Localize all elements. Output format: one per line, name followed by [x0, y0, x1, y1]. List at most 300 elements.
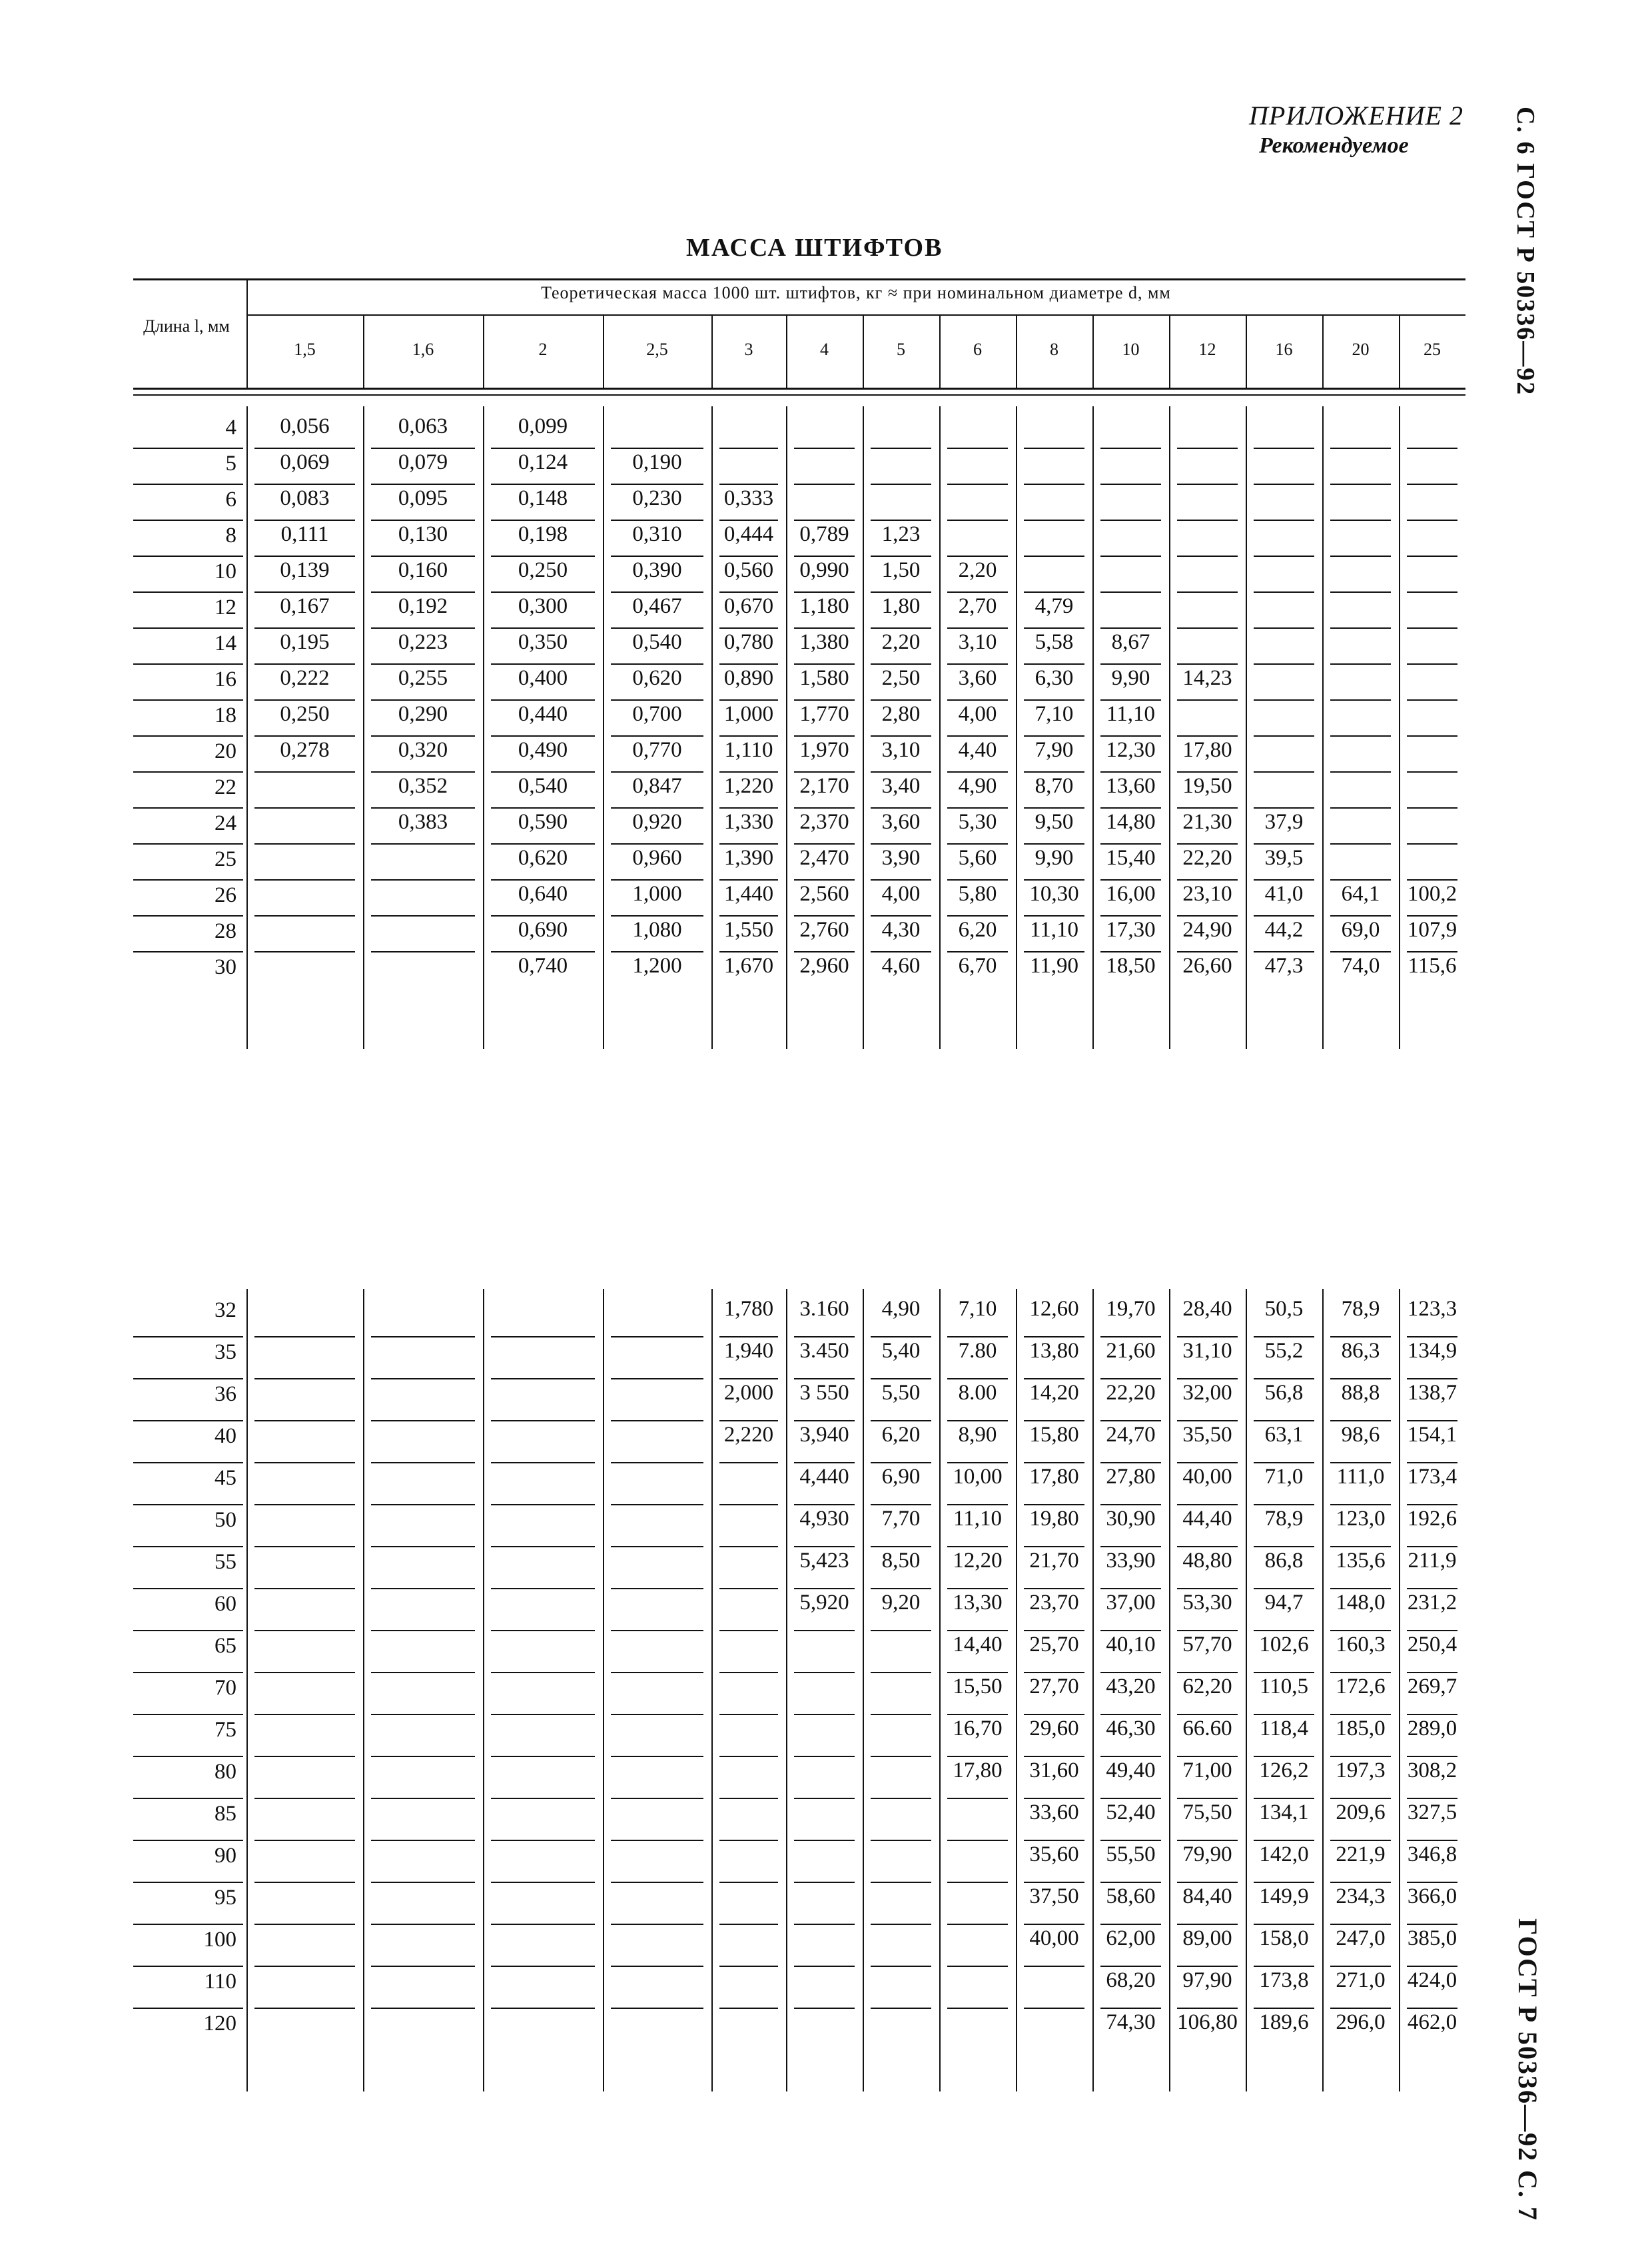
cell-rule	[1100, 1840, 1161, 1841]
cell-rule	[871, 1672, 931, 1673]
table-cell: 88,8	[1341, 1381, 1380, 1405]
cell-rule	[491, 879, 595, 881]
cell-rule	[611, 915, 703, 917]
cell-rule	[491, 843, 595, 845]
cell-rule	[1100, 1420, 1161, 1421]
cell-rule	[794, 1420, 855, 1421]
table-cell: 6,20	[958, 918, 997, 942]
cell-rule	[611, 735, 703, 737]
body-col-line	[1322, 406, 1324, 1049]
table-cell: 2,70	[958, 594, 997, 618]
row-length-rule	[133, 1546, 243, 1547]
table-cell: 0,440	[518, 702, 568, 726]
table-cell: 0,620	[632, 666, 682, 690]
table-cell: 0,670	[723, 594, 774, 618]
table-cell: 66.60	[1182, 1716, 1232, 1740]
table-cell: 296,0	[1336, 2010, 1386, 2034]
table-cell: 0,352	[398, 774, 448, 798]
table-cell: 71,0	[1264, 1465, 1304, 1489]
cell-rule	[1024, 951, 1084, 952]
cell-rule	[719, 1630, 778, 1631]
table-cell: 3,10	[881, 738, 921, 762]
table-cell: 98,6	[1341, 1423, 1380, 1447]
cell-rule	[1100, 1588, 1161, 1589]
table-cell: 2,20	[881, 630, 921, 654]
cell-rule	[1024, 1966, 1084, 1967]
diameter-header: 1,6	[412, 340, 434, 359]
cell-rule	[611, 1588, 703, 1589]
table-cell: 9,90	[1111, 666, 1150, 690]
table-cell: 0,540	[632, 630, 682, 654]
cell-rule	[1100, 627, 1161, 629]
cell-rule	[491, 520, 595, 521]
cell-rule	[491, 699, 595, 701]
cell-rule	[491, 1588, 595, 1589]
cell-rule	[947, 1840, 1008, 1841]
table-cell: 154,1	[1407, 1423, 1457, 1447]
cell-rule	[491, 2008, 595, 2009]
cell-rule	[254, 807, 355, 809]
cell-rule	[611, 843, 703, 845]
cell-rule	[1407, 699, 1457, 701]
cell-rule	[254, 1504, 355, 1505]
cell-rule	[1100, 951, 1161, 952]
table-cell: 62,20	[1182, 1675, 1232, 1699]
cell-rule	[371, 951, 475, 952]
table-cell: 1,940	[723, 1339, 774, 1363]
table-cell: 271,0	[1336, 1968, 1386, 1992]
cell-rule	[1177, 1630, 1238, 1631]
table-cell: 46,30	[1106, 1716, 1156, 1740]
cell-rule	[1330, 2008, 1391, 2009]
table-cell: 1,440	[723, 882, 774, 906]
cell-rule	[1177, 627, 1238, 629]
table-cell: 8.00	[958, 1381, 997, 1405]
cell-rule	[1407, 1966, 1457, 1967]
cell-rule	[871, 591, 931, 593]
row-length-rule	[133, 627, 243, 629]
table-cell: 2,960	[799, 954, 849, 978]
row-length-rule	[133, 1714, 243, 1715]
cell-rule	[1254, 879, 1314, 881]
table-cell: 14,20	[1029, 1381, 1079, 1405]
table-cell: 0,250	[280, 702, 330, 726]
cell-rule	[1177, 556, 1238, 557]
table-cell: 0,222	[280, 666, 330, 690]
cell-rule	[1024, 1378, 1084, 1379]
cell-rule	[371, 699, 475, 701]
table-cell: 15,50	[953, 1675, 1003, 1699]
cell-rule	[371, 2008, 475, 2009]
table-cell: 0,139	[280, 558, 330, 582]
table-cell: 0,195	[280, 630, 330, 654]
cell-rule	[719, 1336, 778, 1337]
row-length-rule	[133, 1966, 243, 1967]
cell-rule	[1177, 843, 1238, 845]
table-cell: 2,50	[881, 666, 921, 690]
row-length-rule	[133, 1504, 243, 1505]
table-cell: 74,0	[1341, 954, 1380, 978]
cell-rule	[1100, 735, 1161, 737]
row-length-rule	[133, 879, 243, 881]
cell-rule	[254, 951, 355, 952]
table-cell: 0,069	[280, 450, 330, 474]
table-cell: 4,40	[958, 738, 997, 762]
cell-rule	[719, 771, 778, 773]
cell-rule	[794, 1966, 855, 1967]
cell-rule	[254, 843, 355, 845]
cell-rule	[371, 843, 475, 845]
cell-rule	[1177, 1420, 1238, 1421]
table-cell: 1,180	[799, 594, 849, 618]
cell-rule	[871, 1588, 931, 1589]
table-cell: 7,90	[1034, 738, 1074, 762]
table-cell: 0,278	[280, 738, 330, 762]
table-cell: 2,20	[958, 558, 997, 582]
table-cell: 50,5	[1264, 1297, 1304, 1321]
table-cell: 118,4	[1259, 1716, 1309, 1740]
cell-rule	[611, 484, 703, 485]
row-length-rule	[133, 1882, 243, 1883]
cell-rule	[254, 1798, 355, 1799]
cell-rule	[1100, 448, 1161, 449]
cell-rule	[1177, 1504, 1238, 1505]
cell-rule	[611, 1630, 703, 1631]
cell-rule	[1330, 1504, 1391, 1505]
table-cell: 1,550	[723, 918, 774, 942]
table-cell: 25,70	[1029, 1633, 1079, 1657]
table-cell: 0,540	[518, 774, 568, 798]
table-cell: 346,8	[1407, 1842, 1457, 1866]
table-cell: 189,6	[1259, 2010, 1309, 2034]
cell-rule	[611, 2008, 703, 2009]
cell-rule	[1407, 627, 1457, 629]
cell-rule	[1254, 591, 1314, 593]
cell-rule	[1330, 1462, 1391, 1463]
cell-rule	[1254, 1924, 1314, 1925]
cell-rule	[719, 484, 778, 485]
body-col-line	[863, 406, 864, 1049]
cell-rule	[947, 1714, 1008, 1715]
cell-rule	[611, 1336, 703, 1337]
table-cell: 135,6	[1336, 1549, 1386, 1573]
cell-rule	[1024, 699, 1084, 701]
row-length: 10	[214, 560, 236, 583]
cell-rule	[611, 879, 703, 881]
cell-rule	[611, 1840, 703, 1841]
table-cell: 4,79	[1034, 594, 1074, 618]
cell-rule	[1100, 699, 1161, 701]
table-cell: 1,110	[724, 738, 773, 762]
cell-rule	[371, 807, 475, 809]
table-cell: 0,111	[280, 522, 329, 546]
cell-rule	[1254, 484, 1314, 485]
table-cell: 56,8	[1264, 1381, 1304, 1405]
cell-rule	[1024, 1420, 1084, 1421]
cell-rule	[1407, 1588, 1457, 1589]
table-cell: 138,7	[1407, 1381, 1457, 1405]
cell-rule	[1100, 484, 1161, 485]
table-cell: 5,920	[799, 1591, 849, 1615]
table-cell: 86,8	[1264, 1549, 1304, 1573]
cell-rule	[1254, 915, 1314, 917]
cell-rule	[1177, 1798, 1238, 1799]
table-cell: 5,30	[958, 810, 997, 834]
cell-rule	[1177, 1756, 1238, 1757]
table-cell: 0,383	[398, 810, 448, 834]
cell-rule	[871, 484, 931, 485]
cell-rule	[371, 1714, 475, 1715]
table-cell: 4,00	[958, 702, 997, 726]
cell-rule	[254, 771, 355, 773]
table-cell: 6,70	[958, 954, 997, 978]
cell-rule	[871, 879, 931, 881]
diameter-header: 10	[1122, 340, 1140, 359]
cell-rule	[1407, 663, 1457, 665]
cell-rule	[371, 1588, 475, 1589]
cell-rule	[254, 591, 355, 593]
table-cell: 0,099	[518, 414, 568, 438]
cell-rule	[1024, 2008, 1084, 2009]
cell-rule	[719, 1588, 778, 1589]
table-cell: 5,40	[881, 1339, 921, 1363]
cell-rule	[947, 771, 1008, 773]
cell-rule	[1407, 448, 1457, 449]
cell-rule	[871, 1378, 931, 1379]
table-cell: 29,60	[1029, 1716, 1079, 1740]
cell-rule	[1024, 591, 1084, 593]
row-length-rule	[133, 1462, 243, 1463]
cell-rule	[1330, 1420, 1391, 1421]
cell-rule	[1024, 1462, 1084, 1463]
table-cell: 0,333	[723, 486, 774, 510]
cell-rule	[719, 1756, 778, 1757]
table-cell: 0,690	[518, 918, 568, 942]
table-cell: 32,00	[1182, 1381, 1232, 1405]
cell-rule	[1254, 1462, 1314, 1463]
cell-rule	[719, 1924, 778, 1925]
cell-rule	[1177, 1546, 1238, 1547]
cell-rule	[1254, 556, 1314, 557]
row-length: 100	[203, 1928, 236, 1952]
cell-rule	[371, 1672, 475, 1673]
cell-rule	[1024, 448, 1084, 449]
cell-rule	[719, 1672, 778, 1673]
cell-rule	[1407, 915, 1457, 917]
cell-rule	[611, 1420, 703, 1421]
table-cell: 4,440	[799, 1465, 849, 1489]
cell-rule	[254, 448, 355, 449]
row-length: 55	[214, 1550, 236, 1574]
cell-rule	[611, 627, 703, 629]
table-cell: 15,40	[1106, 846, 1156, 870]
cell-rule	[871, 1798, 931, 1799]
cell-rule	[1177, 663, 1238, 665]
cell-rule	[1254, 520, 1314, 521]
table-cell: 6,90	[881, 1465, 921, 1489]
table-cell: 55,2	[1264, 1339, 1304, 1363]
table-cell: 2,170	[799, 774, 849, 798]
cell-rule	[1024, 484, 1084, 485]
table-cell: 4,60	[881, 954, 921, 978]
row-length: 60	[214, 1592, 236, 1616]
table-cell: 16,00	[1106, 882, 1156, 906]
table-cell: 27,80	[1106, 1465, 1156, 1489]
row-length-rule	[133, 1756, 243, 1757]
table-cell: 209,6	[1336, 1800, 1386, 1824]
table-cell: 185,0	[1336, 1716, 1386, 1740]
cell-rule	[1024, 1546, 1084, 1547]
cell-rule	[947, 1462, 1008, 1463]
cell-rule	[871, 448, 931, 449]
table-cell: 4,00	[881, 882, 921, 906]
table-cell: 0,467	[632, 594, 682, 618]
cell-rule	[371, 879, 475, 881]
table-cell: 40,10	[1106, 1633, 1156, 1657]
row-length-rule	[133, 843, 243, 845]
table-cell: 8,67	[1111, 630, 1150, 654]
cell-rule	[719, 627, 778, 629]
table-cell: 53,30	[1182, 1591, 1232, 1615]
cell-rule	[1024, 1336, 1084, 1337]
diameter-header: 12	[1198, 340, 1216, 359]
cell-rule	[491, 1546, 595, 1547]
table-cell: 37,50	[1029, 1884, 1079, 1908]
cell-rule	[611, 1798, 703, 1799]
table-cell: 134,9	[1407, 1339, 1457, 1363]
cell-rule	[611, 520, 703, 521]
table-cell: 1,000	[723, 702, 774, 726]
table-cell: 9,20	[881, 1591, 921, 1615]
cell-rule	[1100, 2008, 1161, 2009]
table-cell: 123,0	[1336, 1507, 1386, 1531]
table-cell: 17,80	[953, 1758, 1003, 1782]
cell-rule	[947, 1546, 1008, 1547]
table-cell: 21,30	[1182, 810, 1232, 834]
cell-rule	[611, 448, 703, 449]
cell-rule	[371, 735, 475, 737]
row-length-rule	[133, 699, 243, 701]
table-cell: 0,890	[723, 666, 774, 690]
table-cell: 69,0	[1341, 918, 1380, 942]
cell-rule	[1330, 1966, 1391, 1967]
cell-rule	[1100, 1546, 1161, 1547]
cell-rule	[254, 1588, 355, 1589]
cell-rule	[1330, 951, 1391, 952]
table-cell: 49,40	[1106, 1758, 1156, 1782]
row-length: 45	[214, 1466, 236, 1490]
cell-rule	[1407, 484, 1457, 485]
table-cell: 40,00	[1182, 1465, 1232, 1489]
cell-rule	[719, 1966, 778, 1967]
row-length: 75	[214, 1718, 236, 1742]
cell-rule	[491, 1756, 595, 1757]
cell-rule	[611, 699, 703, 701]
cell-rule	[254, 663, 355, 665]
table-cell: 24,90	[1182, 918, 1232, 942]
cell-rule	[947, 1588, 1008, 1589]
cell-rule	[611, 1714, 703, 1715]
cell-rule	[794, 1798, 855, 1799]
cell-rule	[794, 1840, 855, 1841]
cell-rule	[947, 1924, 1008, 1925]
table-cell: 4,90	[881, 1297, 921, 1321]
table-cell: 89,00	[1182, 1926, 1232, 1950]
cell-rule	[947, 591, 1008, 593]
table-cell: 0,310	[632, 522, 682, 546]
table-cell: 16,70	[953, 1716, 1003, 1740]
cell-rule	[947, 915, 1008, 917]
table-cell: 58,60	[1106, 1884, 1156, 1908]
row-length-rule	[133, 484, 243, 485]
table-cell: 424,0	[1407, 1968, 1457, 1992]
row-length-rule	[133, 915, 243, 917]
cell-rule	[794, 807, 855, 809]
row-length-rule	[133, 951, 243, 952]
cell-rule	[947, 1966, 1008, 1967]
row-length-rule	[133, 1336, 243, 1337]
cell-rule	[871, 627, 931, 629]
cell-rule	[1254, 735, 1314, 737]
cell-rule	[1024, 663, 1084, 665]
table-cell: 0,960	[632, 846, 682, 870]
cell-rule	[1024, 1882, 1084, 1883]
table-cell: 3,940	[799, 1423, 849, 1447]
cell-rule	[1100, 1714, 1161, 1715]
cell-rule	[491, 1504, 595, 1505]
table-cell: 126,2	[1259, 1758, 1309, 1782]
table-cell: 221,9	[1336, 1842, 1386, 1866]
table-cell: 0,780	[723, 630, 774, 654]
cell-rule	[719, 448, 778, 449]
body-col-line	[1169, 406, 1170, 1049]
cell-rule	[254, 1966, 355, 1967]
table-cell: 0,444	[723, 522, 774, 546]
table-cell: 3.160	[799, 1297, 849, 1321]
cell-rule	[371, 1336, 475, 1337]
row-length: 16	[214, 667, 236, 691]
table-cell: 35,60	[1029, 1842, 1079, 1866]
cell-rule	[1177, 484, 1238, 485]
row-length: 12	[214, 595, 236, 619]
cell-rule	[371, 1462, 475, 1463]
cell-rule	[1177, 735, 1238, 737]
cell-rule	[491, 1420, 595, 1421]
diameter-header: 4	[820, 340, 829, 359]
table-cell: 1,23	[881, 522, 921, 546]
cell-rule	[1330, 556, 1391, 557]
table-cell: 97,90	[1182, 1968, 1232, 1992]
table-cell: 115,6	[1408, 954, 1457, 978]
cell-rule	[1177, 448, 1238, 449]
cell-rule	[1100, 520, 1161, 521]
table-cell: 8,90	[958, 1423, 997, 1447]
cell-rule	[1330, 627, 1391, 629]
table-cell: 1,220	[723, 774, 774, 798]
table-cell: 94,7	[1264, 1591, 1304, 1615]
table-header-bottom-rule-2	[133, 394, 1465, 396]
table-cell: 308,2	[1407, 1758, 1457, 1782]
table-cell: 2,370	[799, 810, 849, 834]
row-length: 70	[214, 1676, 236, 1700]
table-cell: 1,770	[799, 702, 849, 726]
cell-rule	[491, 556, 595, 557]
table-cell: 3 550	[799, 1381, 849, 1405]
table-cell: 269,7	[1407, 1675, 1457, 1699]
table-cell: 0,640	[518, 882, 568, 906]
table-cell: 1,380	[799, 630, 849, 654]
cell-rule	[1407, 1672, 1457, 1673]
